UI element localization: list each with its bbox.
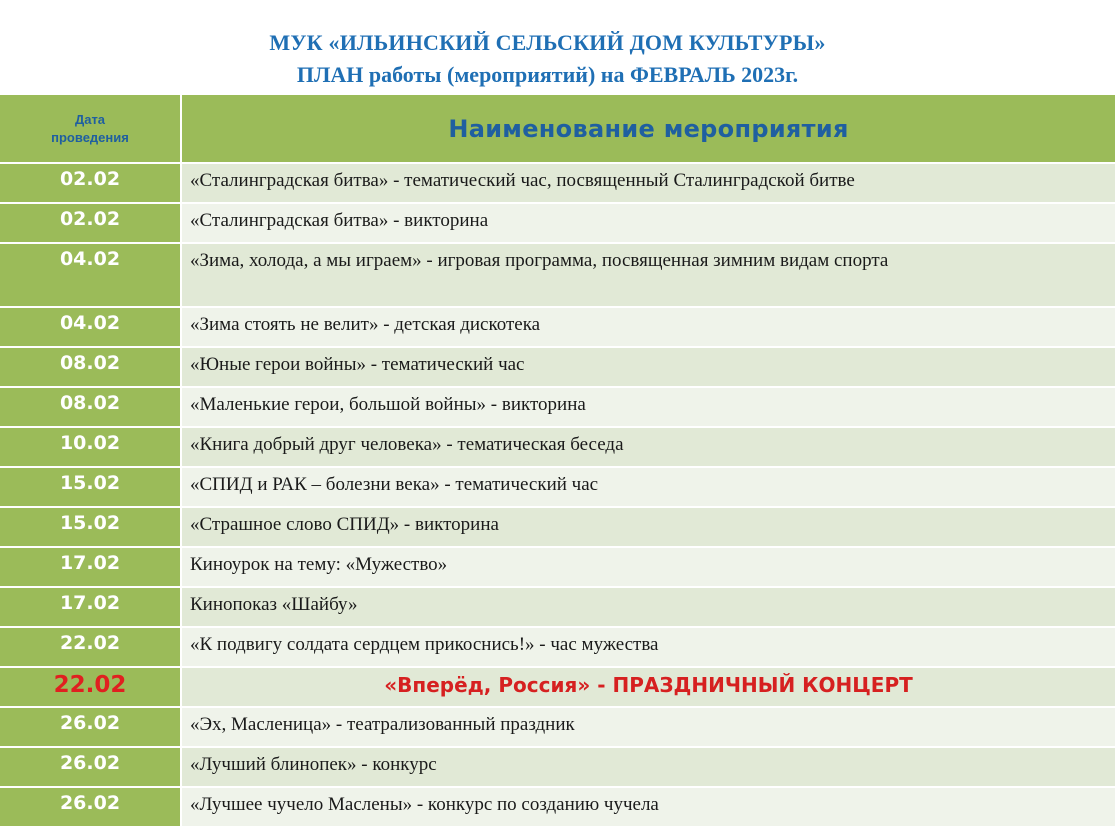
event-date: 02.02 [0,203,181,243]
event-name: «Лучшее чучело Маслены» - конкурс по созданию чучела [181,787,1115,827]
plan-title: ПЛАН работы (мероприятий) на ФЕВРАЛЬ 2023г. [296,62,799,87]
event-date: 04.02 [0,243,181,307]
table-row [0,427,1115,467]
table-row [0,707,1115,747]
table-row [0,587,1115,627]
event-name: Киноурок на тему: «Мужество» [181,547,1115,587]
table-row-highlighted [0,667,1115,707]
event-date: 15.02 [0,507,181,547]
table-row [0,507,1115,547]
event-name-highlighted: «Вперёд, Россия» - ПРАЗДНИЧНЫЙ КОНЦЕРТ [181,667,1115,707]
table-row [0,387,1115,427]
event-date: 02.02 [0,163,181,203]
event-name: «Сталинградская битва» - тематический час, посвященный Сталинградской битве [181,163,1115,203]
event-name: «Сталинградская битва» - викторина [181,203,1115,243]
event-name: «Маленькие герои, большой войны» - викторина [181,387,1115,427]
table-row [0,547,1115,587]
event-date: 22.02 [0,627,181,667]
event-name: «Эх, Масленица» - театрализованный праздник [181,707,1115,747]
document-title [0,26,1095,90]
date-header-line1: Дата [74,111,106,127]
event-date: 15.02 [0,467,181,507]
event-date-highlighted: 22.02 [0,667,181,707]
event-date: 26.02 [0,747,181,787]
table-row [0,467,1115,507]
date-column-header [0,95,181,163]
event-date: 26.02 [0,787,181,827]
event-name: «Лучший блинопек» - конкурс [181,747,1115,787]
table-row [0,243,1115,307]
table-row [0,163,1115,203]
event-date: 17.02 [0,547,181,587]
table-row [0,347,1115,387]
event-name: «Книга добрый друг человека» - тематическая беседа [181,427,1115,467]
event-name: «К подвигу солдата сердцем прикоснись!» - час мужества [181,627,1115,667]
event-name: Кинопоказ «Шайбу» [181,587,1115,627]
event-name: «Страшное слово СПИД» - викторина [181,507,1115,547]
event-date: 26.02 [0,707,181,747]
event-date: 04.02 [0,307,181,347]
table-row [0,203,1115,243]
event-date: 08.02 [0,347,181,387]
event-date: 08.02 [0,387,181,427]
table-row [0,747,1115,787]
event-name: «СПИД и РАК – болезни века» - тематический час [181,467,1115,507]
event-name-column-header: Наименование мероприятия [181,95,1115,163]
event-date: 17.02 [0,587,181,627]
table-row [0,307,1115,347]
date-header-line2: проведения [51,129,129,145]
event-name: «Зима, холода, а мы играем» - игровая программа, посвященная зимним видам спорта [181,243,1115,307]
events-table [0,95,1115,828]
organization-title: МУК «ИЛЬИНСКИЙ СЕЛЬСКИЙ ДОМ КУЛЬТУРЫ» [269,30,826,55]
event-name: «Юные герои войны» - тематический час [181,347,1115,387]
table-row [0,627,1115,667]
event-date: 10.02 [0,427,181,467]
table-header-row [0,95,1115,163]
event-name: «Зима стоять не велит» - детская дискотека [181,307,1115,347]
table-row [0,787,1115,827]
